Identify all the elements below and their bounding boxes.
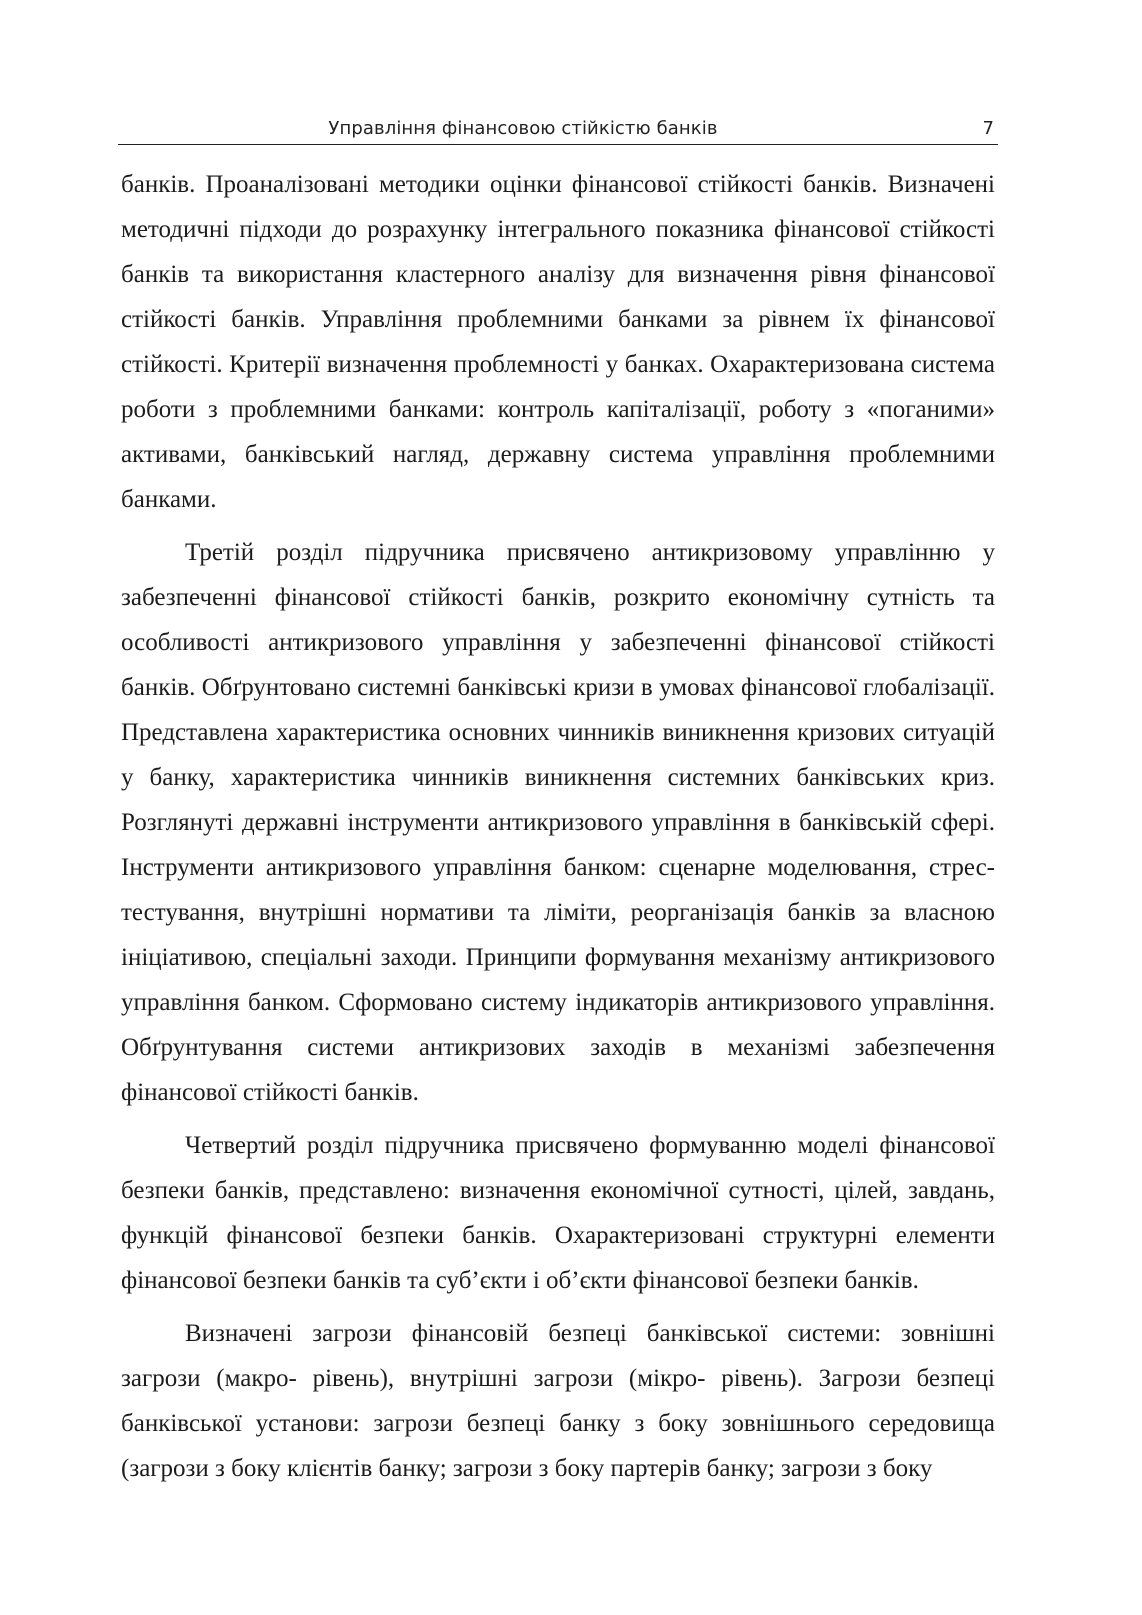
paragraph-continuation: банків. Проаналізовані методики оцінки фінансової стійкості банків. Визначені методичні підходи до розрахунку інтегрального показника фінансової стійкості банків та використання кластерного аналізу для визначення рівня фінансової стійкості банків. Управління проблемними банками за рівнем їх фінансової стійкості. Критерії визначення проблемності у банках. Охарактеризована система роботи з проблемними банками: контроль капіталізації, роботу з «поганими» активами, банківський нагляд, державну система управління проблемними банками. [121,171,995,513]
paragraph-threats: Визначені загрози фінансовій безпеці банківської системи: зовнішні загрози (макро- рівень), внутрішні загрози (мікро- рівень). Загрози безпеці банківської установи: загрози безпеці банку з боку зовнішнього середовища (загрози з боку клієнтів банку; загрози з боку партерів банку; загрози з боку [121,1320,995,1482]
paragraph-third-section: Третій розділ підручника присвячено антикризовому управлінню у забезпеченні фінансової стійкості банків, розкрито економічну сутність та особливості антикризового управління у забезпеченні фінансової стійкості банків. Обґрунтовано системні банківські кризи в умовах фінансової глобалізації. Представлена характеристика основних чинників виникнення кризових ситуацій у банку, характеристика чинників виникнення системних банківських криз. Розглянуті державні інструменти антикризового управління в банківській сфері. Інструменти антикризового управління банком: сценарне моделювання, стрес-тестування, внутрішні нормативи та ліміти, реорганізація банків за власною ініціативою, спеціальні заходи. Принципи формування механізму антикризового управління банком. Сформовано систему індикаторів антикризового управління. Обґрунтування системи антикризових заходів в механізмі забезпечення фінансової стійкості банків. [121,539,995,1106]
paragraph-fourth-section: Четвертий розділ підручника присвячено формуванню моделі фінансової безпеки банків, представлено: визначення економічної сутності, цілей, завдань, функцій фінансової безпеки банків. Охарактеризовані структурні елементи фінансової безпеки банків та суб’єкти і об’єкти фінансової безпеки банків. [121,1132,995,1294]
page-number: 7 [982,118,994,139]
body-text [121,162,995,1491]
running-header [118,112,998,145]
header-title: Управління фінансовою стійкістю банків [328,118,718,139]
